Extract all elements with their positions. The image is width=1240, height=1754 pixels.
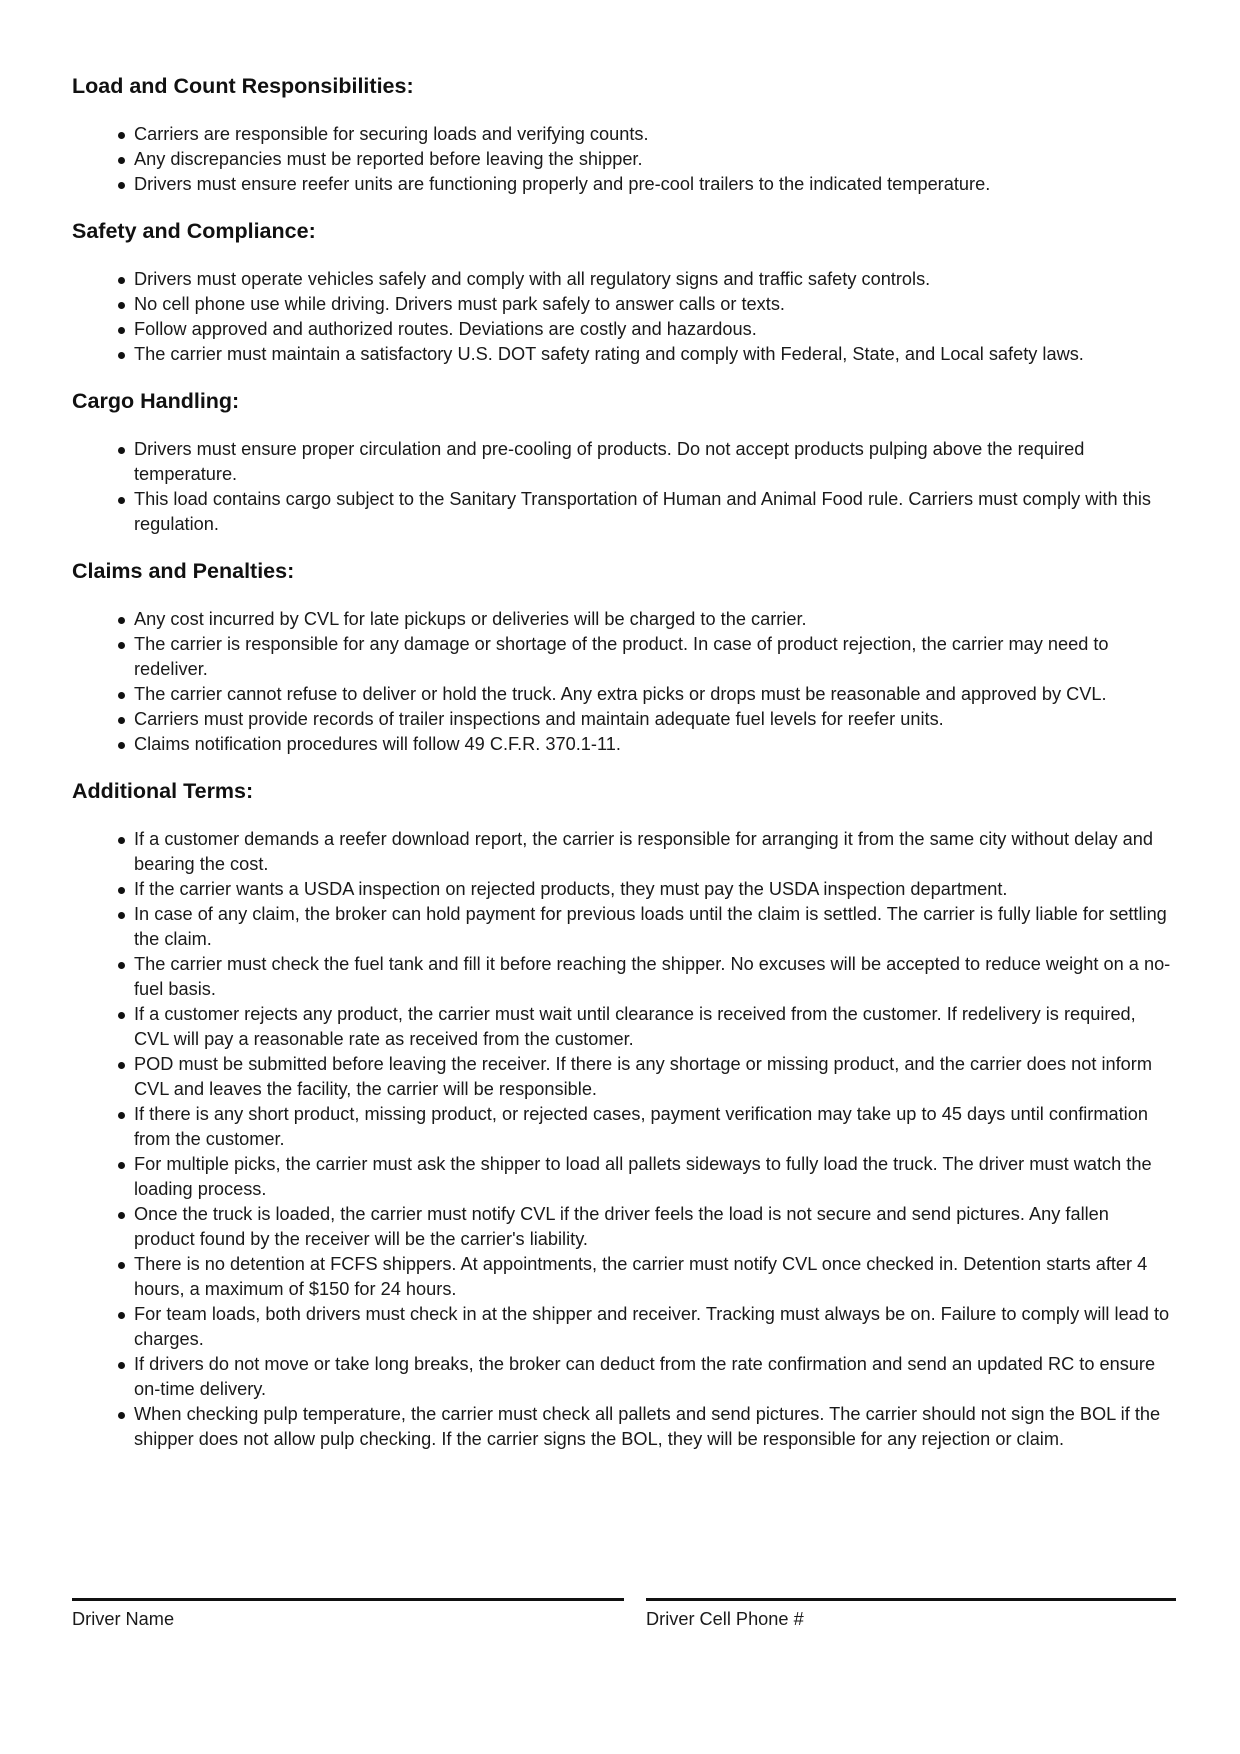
driver-name-label: Driver Name <box>72 1609 175 1629</box>
section-title: Additional Terms: <box>72 779 254 803</box>
list-item: Any cost incurred by CVL for late pickups or deliveries will be charged to the carrier. <box>134 607 1172 632</box>
driver-name-signature-field[interactable] <box>72 1598 624 1631</box>
list-item: The carrier is responsible for any damage or shortage of the product. In case of product rejection, the carrier may need to redeliver. <box>134 632 1172 682</box>
list-item: If there is any short product, missing product, or rejected cases, payment verification may take up to 45 days until confirmation from the customer. <box>134 1102 1172 1152</box>
list-item: This load contains cargo subject to the Sanitary Transportation of Human and Animal Food rule. Carriers must comply with this regulation. <box>134 487 1172 537</box>
list-item: For multiple picks, the carrier must ask the shipper to load all pallets sideways to fully load the truck. The driver must watch the loading process. <box>134 1152 1172 1202</box>
list-item: There is no detention at FCFS shippers. At appointments, the carrier must notify CVL once checked in. Detention starts after 4 hours, a maximum of $150 for 24 hours. <box>134 1252 1172 1302</box>
list-item: Drivers must operate vehicles safely and comply with all regulatory signs and traffic safety controls. <box>134 267 1172 292</box>
list-item: Carriers are responsible for securing loads and verifying counts. <box>134 122 1172 147</box>
section-claims-and-penalties <box>72 557 1172 757</box>
list-item: No cell phone use while driving. Drivers must park safely to answer calls or texts. <box>134 292 1172 317</box>
list-item: Drivers must ensure proper circulation and pre-cooling of products. Do not accept products pulping above the required temperature. <box>134 437 1172 487</box>
bullet-list <box>72 437 1172 537</box>
section-safety-and-compliance <box>72 217 1172 367</box>
list-item: Claims notification procedures will follow 49 C.F.R. 370.1-11. <box>134 732 1172 757</box>
list-item: Follow approved and authorized routes. Deviations are costly and hazardous. <box>134 317 1172 342</box>
list-item: The carrier must check the fuel tank and fill it before reaching the shipper. No excuses will be accepted to reduce weight on a no-fuel basis. <box>134 952 1172 1002</box>
terms-document <box>72 72 1172 1472</box>
section-title: Cargo Handling: <box>72 389 240 413</box>
list-item: If a customer rejects any product, the carrier must wait until clearance is received from the customer. If redelivery is required, CVL will pay a reasonable rate as received from the customer. <box>134 1002 1172 1052</box>
list-item: In case of any claim, the broker can hold payment for previous loads until the claim is settled. The carrier is fully liable for settling the claim. <box>134 902 1172 952</box>
list-item: For team loads, both drivers must check in at the shipper and receiver. Tracking must always be on. Failure to comply will lead to charges. <box>134 1302 1172 1352</box>
list-item: Any discrepancies must be reported before leaving the shipper. <box>134 147 1172 172</box>
list-item: The carrier must maintain a satisfactory U.S. DOT safety rating and comply with Federal, State, and Local safety laws. <box>134 342 1172 367</box>
driver-phone-signature-field[interactable] <box>646 1598 1176 1631</box>
signature-area <box>72 1598 1176 1648</box>
section-title: Load and Count Responsibilities: <box>72 74 414 98</box>
bullet-list <box>72 607 1172 757</box>
bullet-list <box>72 122 1172 197</box>
list-item: If drivers do not move or take long breaks, the broker can deduct from the rate confirmation and send an updated RC to ensure on-time delivery. <box>134 1352 1172 1402</box>
section-cargo-handling <box>72 387 1172 537</box>
list-item: Carriers must provide records of trailer inspections and maintain adequate fuel levels for reefer units. <box>134 707 1172 732</box>
bullet-list <box>72 827 1172 1452</box>
section-load-and-count <box>72 72 1172 197</box>
signature-line <box>72 1598 624 1601</box>
list-item: The carrier cannot refuse to deliver or hold the truck. Any extra picks or drops must be reasonable and approved by CVL. <box>134 682 1172 707</box>
section-additional-terms <box>72 777 1172 1452</box>
list-item: When checking pulp temperature, the carrier must check all pallets and send pictures. The carrier should not sign the BOL if the shipper does not allow pulp checking. If the carrier signs the BOL, they will be responsible for any rejection or claim. <box>134 1402 1172 1452</box>
section-title: Claims and Penalties: <box>72 559 295 583</box>
section-title: Safety and Compliance: <box>72 219 316 243</box>
list-item: If a customer demands a reefer download report, the carrier is responsible for arranging it from the same city without delay and bearing the cost. <box>134 827 1172 877</box>
list-item: If the carrier wants a USDA inspection on rejected products, they must pay the USDA inspection department. <box>134 877 1172 902</box>
list-item: POD must be submitted before leaving the receiver. If there is any shortage or missing product, and the carrier does not inform CVL and leaves the facility, the carrier will be responsible. <box>134 1052 1172 1102</box>
driver-phone-label: Driver Cell Phone # <box>646 1609 804 1629</box>
bullet-list <box>72 267 1172 367</box>
list-item: Drivers must ensure reefer units are functioning properly and pre-cool trailers to the indicated temperature. <box>134 172 1172 197</box>
list-item: Once the truck is loaded, the carrier must notify CVL if the driver feels the load is not secure and send pictures. Any fallen product found by the receiver will be the carrier's liability. <box>134 1202 1172 1252</box>
signature-line <box>646 1598 1176 1601</box>
